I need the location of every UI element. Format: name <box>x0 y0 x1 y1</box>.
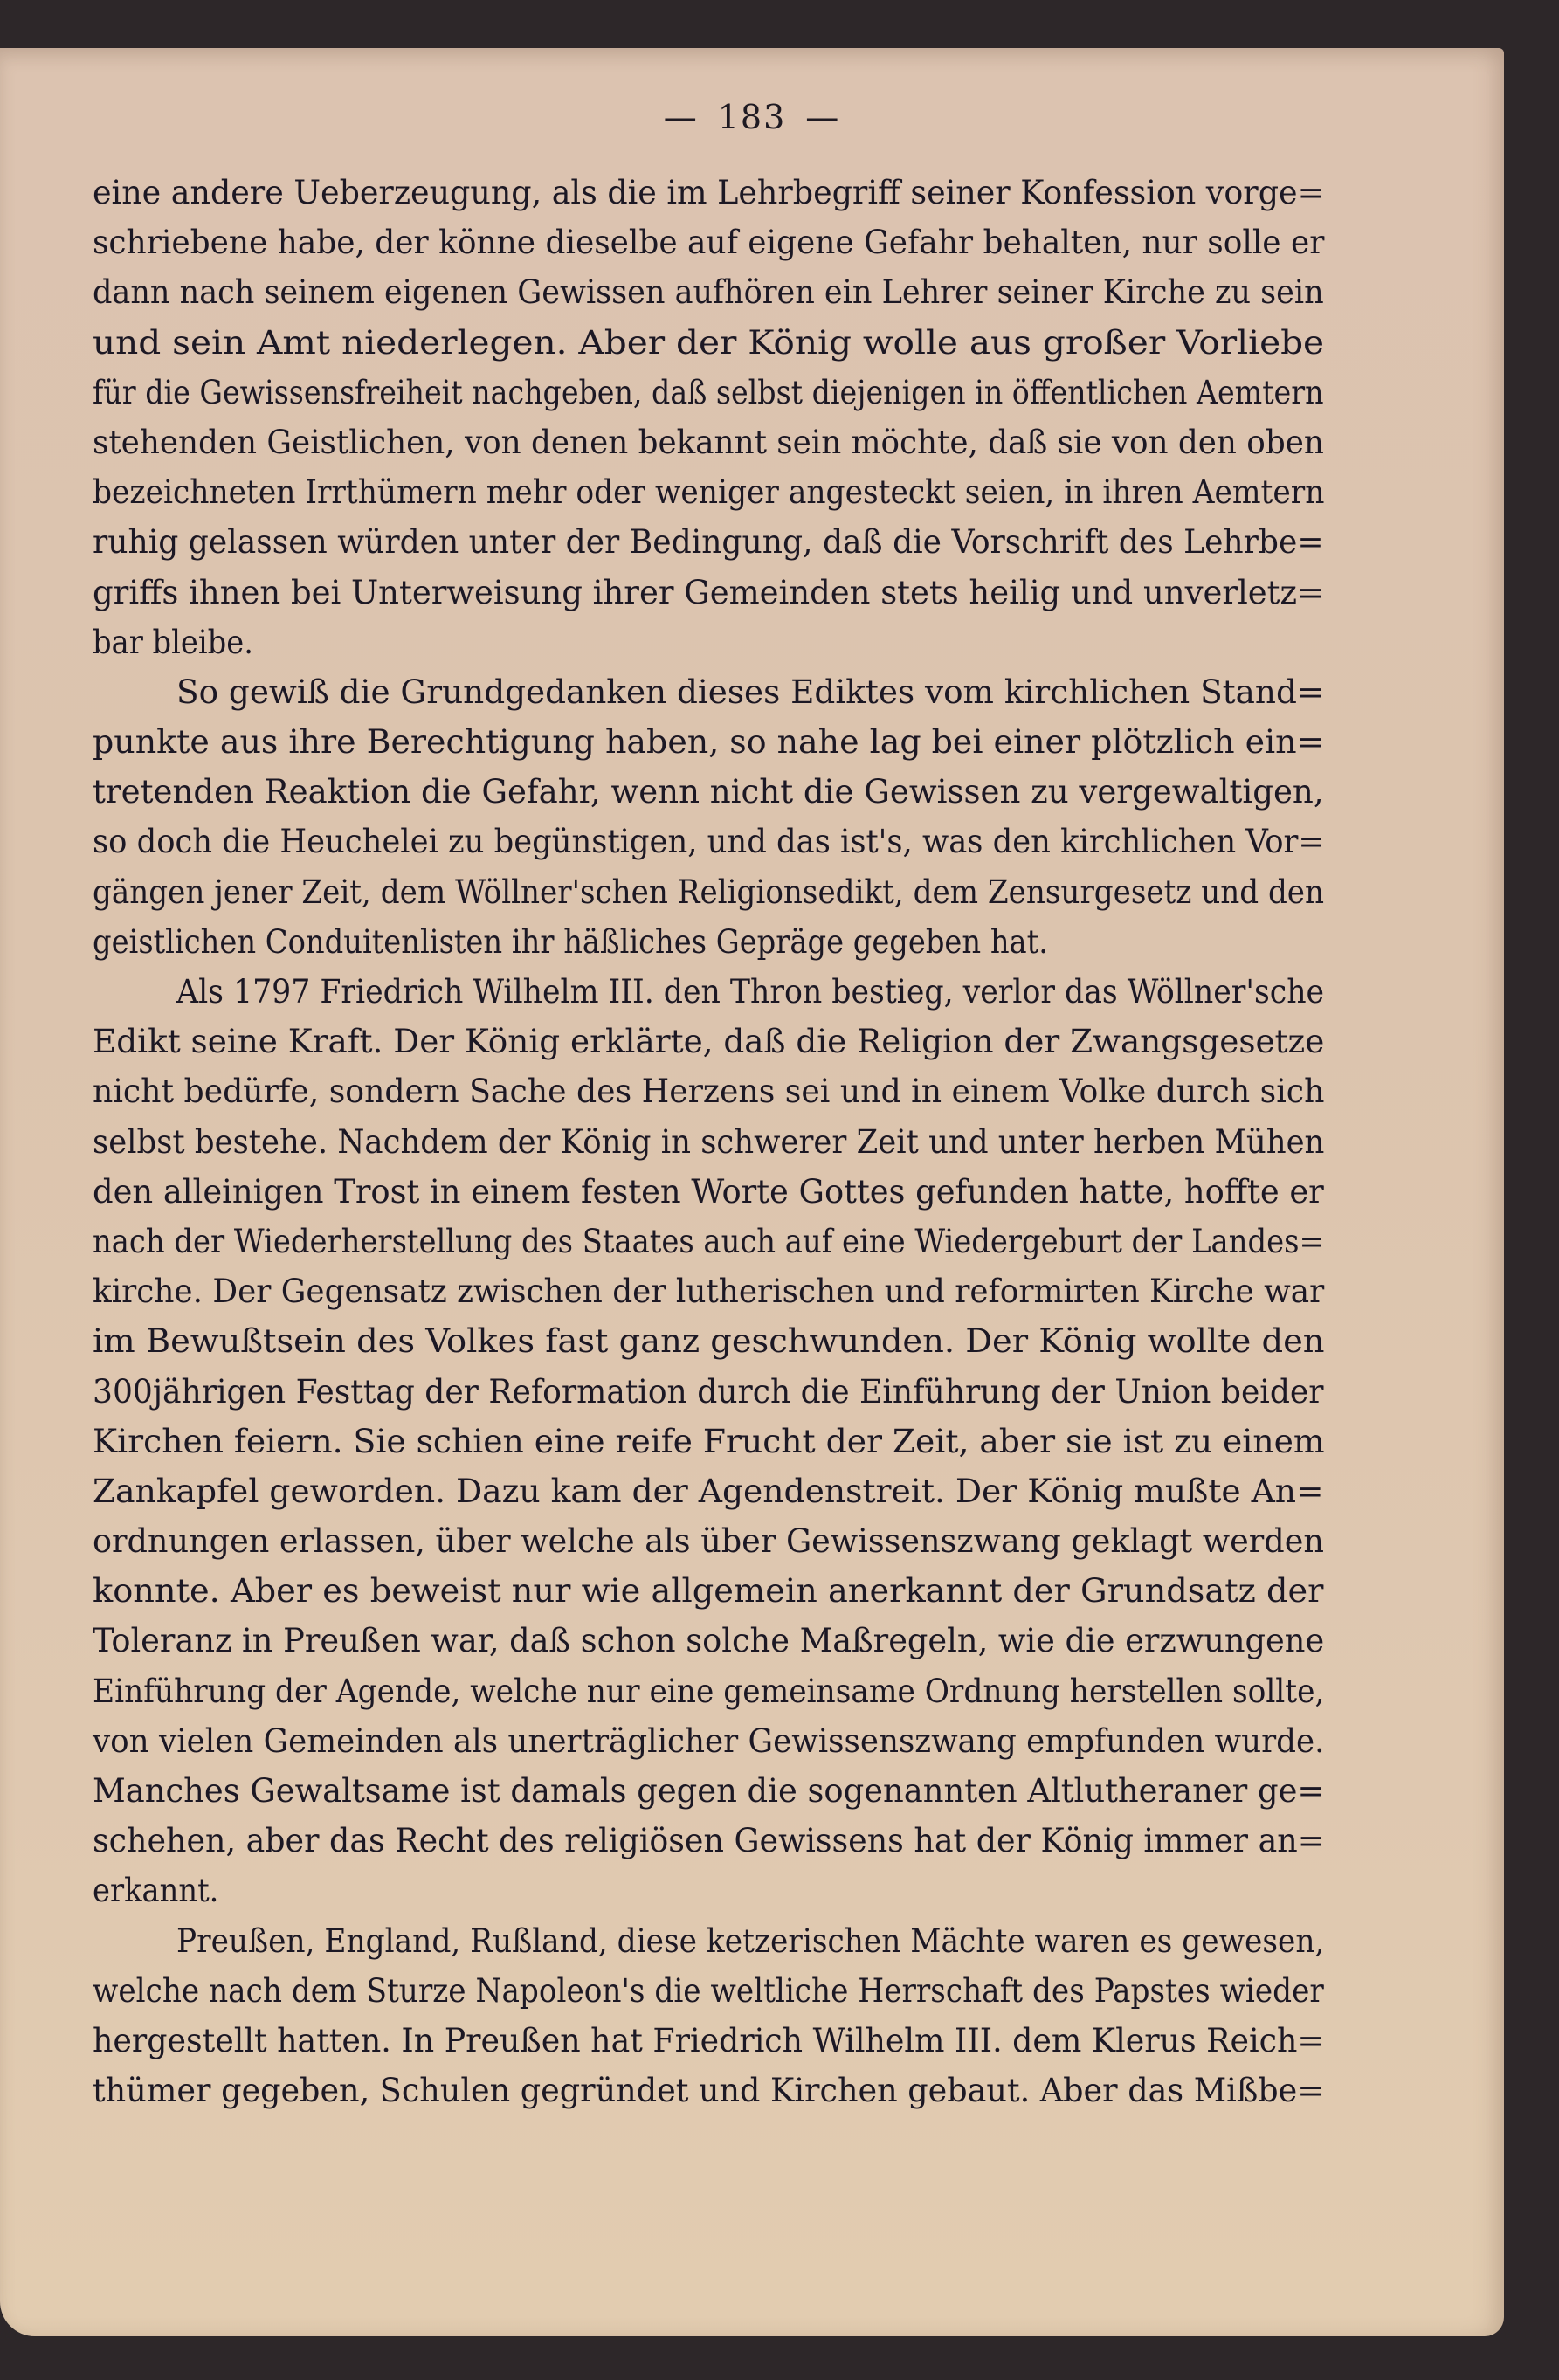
text-line: erkannt. <box>93 1871 219 1910</box>
paragraph <box>93 967 1324 1916</box>
paragraph <box>93 1916 1324 2116</box>
text-line: stehenden Geistlichen, von denen bekannt sein möchte, daß sie von den oben <box>93 422 1324 461</box>
text-line: Zankapfel geworden. Dazu kam der Agendenstreit. Der König mußte An= <box>93 1471 1324 1510</box>
text-line: So gewiß die Grundgedanken dieses Ediktes vom kirchlichen Stand= <box>176 672 1325 711</box>
text-line: kirche. Der Gegensatz zwischen der lutherischen und reformirten Kirche war <box>93 1272 1325 1311</box>
text-line: bar bleibe. <box>93 622 253 661</box>
text-line: geistlichen Conduitenlisten ihr häßliches Gepräge gegeben hat. <box>93 921 1048 961</box>
text-line: dann nach seinem eigenen Gewissen aufhören ein Lehrer seiner Kirche zu sein <box>93 272 1324 312</box>
body-text <box>93 168 1324 2115</box>
text-line: eine andere Ueberzeugung, als die im Lehrbegriff seiner Konfession vorge= <box>93 173 1325 211</box>
page-number-dash-left: — <box>663 98 699 136</box>
text-line: den alleinigen Trost in einem festen Worte Gottes gefunden hatte, hoffte er <box>93 1171 1324 1211</box>
text-line: tretenden Reaktion die Gefahr, wenn nicht die Gewissen zu vergewaltigen, <box>93 772 1324 811</box>
book-page <box>0 48 1504 2336</box>
text-line: nach der Wiederherstellung des Staates auch auf eine Wiedergeburt der Landes= <box>93 1221 1324 1260</box>
text-line: von vielen Gemeinden als unerträglicher Gewissenszwang empfunden wurde. <box>93 1721 1325 1760</box>
text-line: bezeichneten Irrthümern mehr oder weniger angesteckt seien, in ihren Aemtern <box>93 473 1325 512</box>
text-line: schriebene habe, der könne dieselbe auf eigene Gefahr behalten, nur solle er <box>93 223 1325 262</box>
text-line: schehen, aber das Recht des religiösen Gewissens hat der König immer an= <box>93 1821 1325 1860</box>
text-line: konnte. Aber es beweist nur wie allgemein anerkannt der Grundsatz der <box>93 1571 1324 1611</box>
text-line: gängen jener Zeit, dem Wöllner'schen Religionsedikt, dem Zensurgesetz und den <box>93 872 1325 911</box>
paragraph <box>93 168 1324 667</box>
text-line: thümer gegeben, Schulen gegründet und Kirchen gebaut. Aber das Mißbe= <box>93 2071 1324 2110</box>
page-number-value: 183 <box>717 98 787 136</box>
text-line: im Bewußtsein des Volkes fast ganz geschwunden. Der König wollte den <box>93 1321 1325 1361</box>
text-line: Toleranz in Preußen war, daß schon solche Maßregeln, wie die erzwungene <box>93 1621 1325 1660</box>
text-line: Als 1797 Friedrich Wilhelm III. den Thron bestieg, verlor das Wöllner'sche <box>176 972 1325 1011</box>
text-line: nicht bedürfe, sondern Sache des Herzens sei und in einem Volke durch sich <box>93 1072 1325 1111</box>
text-line: Kirchen feiern. Sie schien eine reife Frucht der Zeit, aber sie ist zu einem <box>93 1421 1325 1460</box>
text-line: welche nach dem Sturze Napoleon's die weltliche Herrschaft des Papstes wieder <box>93 1970 1324 2010</box>
text-line: für die Gewissensfreiheit nachgeben, daß selbst diejenigen in öffentlichen Aemtern <box>93 372 1324 411</box>
text-line: ordnungen erlassen, über welche als über Gewissenszwang geklagt werden <box>93 1521 1324 1561</box>
text-line: Preußen, England, Rußland, diese ketzerischen Mächte waren es gewesen, <box>176 1921 1325 1960</box>
text-line: selbst bestehe. Nachdem der König in schwerer Zeit und unter herben Mühen <box>93 1121 1325 1161</box>
text-line: Edikt seine Kraft. Der König erklärte, daß die Religion der Zwangsgesetze <box>93 1022 1325 1061</box>
text-line: punkte aus ihre Berechtigung haben, so nahe lag bei einer plötzlich ein= <box>93 722 1325 762</box>
page-number-dash-right: — <box>805 98 841 136</box>
text-line: und sein Amt niederlegen. Aber der König wolle aus großer Vorliebe <box>93 322 1325 362</box>
text-line: ruhig gelassen würden unter der Bedingung, daß die Vorschrift des Lehrbe= <box>93 522 1324 562</box>
text-line: hergestellt hatten. In Preußen hat Friedrich Wilhelm III. dem Klerus Reich= <box>93 2020 1324 2059</box>
page-number <box>0 98 1504 136</box>
text-line: 300jährigen Festtag der Reformation durch die Einführung der Union beider <box>93 1371 1324 1411</box>
paragraph <box>93 667 1324 967</box>
text-line: so doch die Heuchelei zu begünstigen, und das ist's, was den kirchlichen Vor= <box>93 822 1325 861</box>
text-line: griffs ihnen bei Unterweisung ihrer Gemeinden stets heilig und unverletz= <box>93 572 1324 611</box>
text-line: Einführung der Agende, welche nur eine gemeinsame Ordnung herstellen sollte, <box>93 1671 1325 1710</box>
text-line: Manches Gewaltsame ist damals gegen die sogenannten Altlutheraner ge= <box>93 1771 1325 1810</box>
